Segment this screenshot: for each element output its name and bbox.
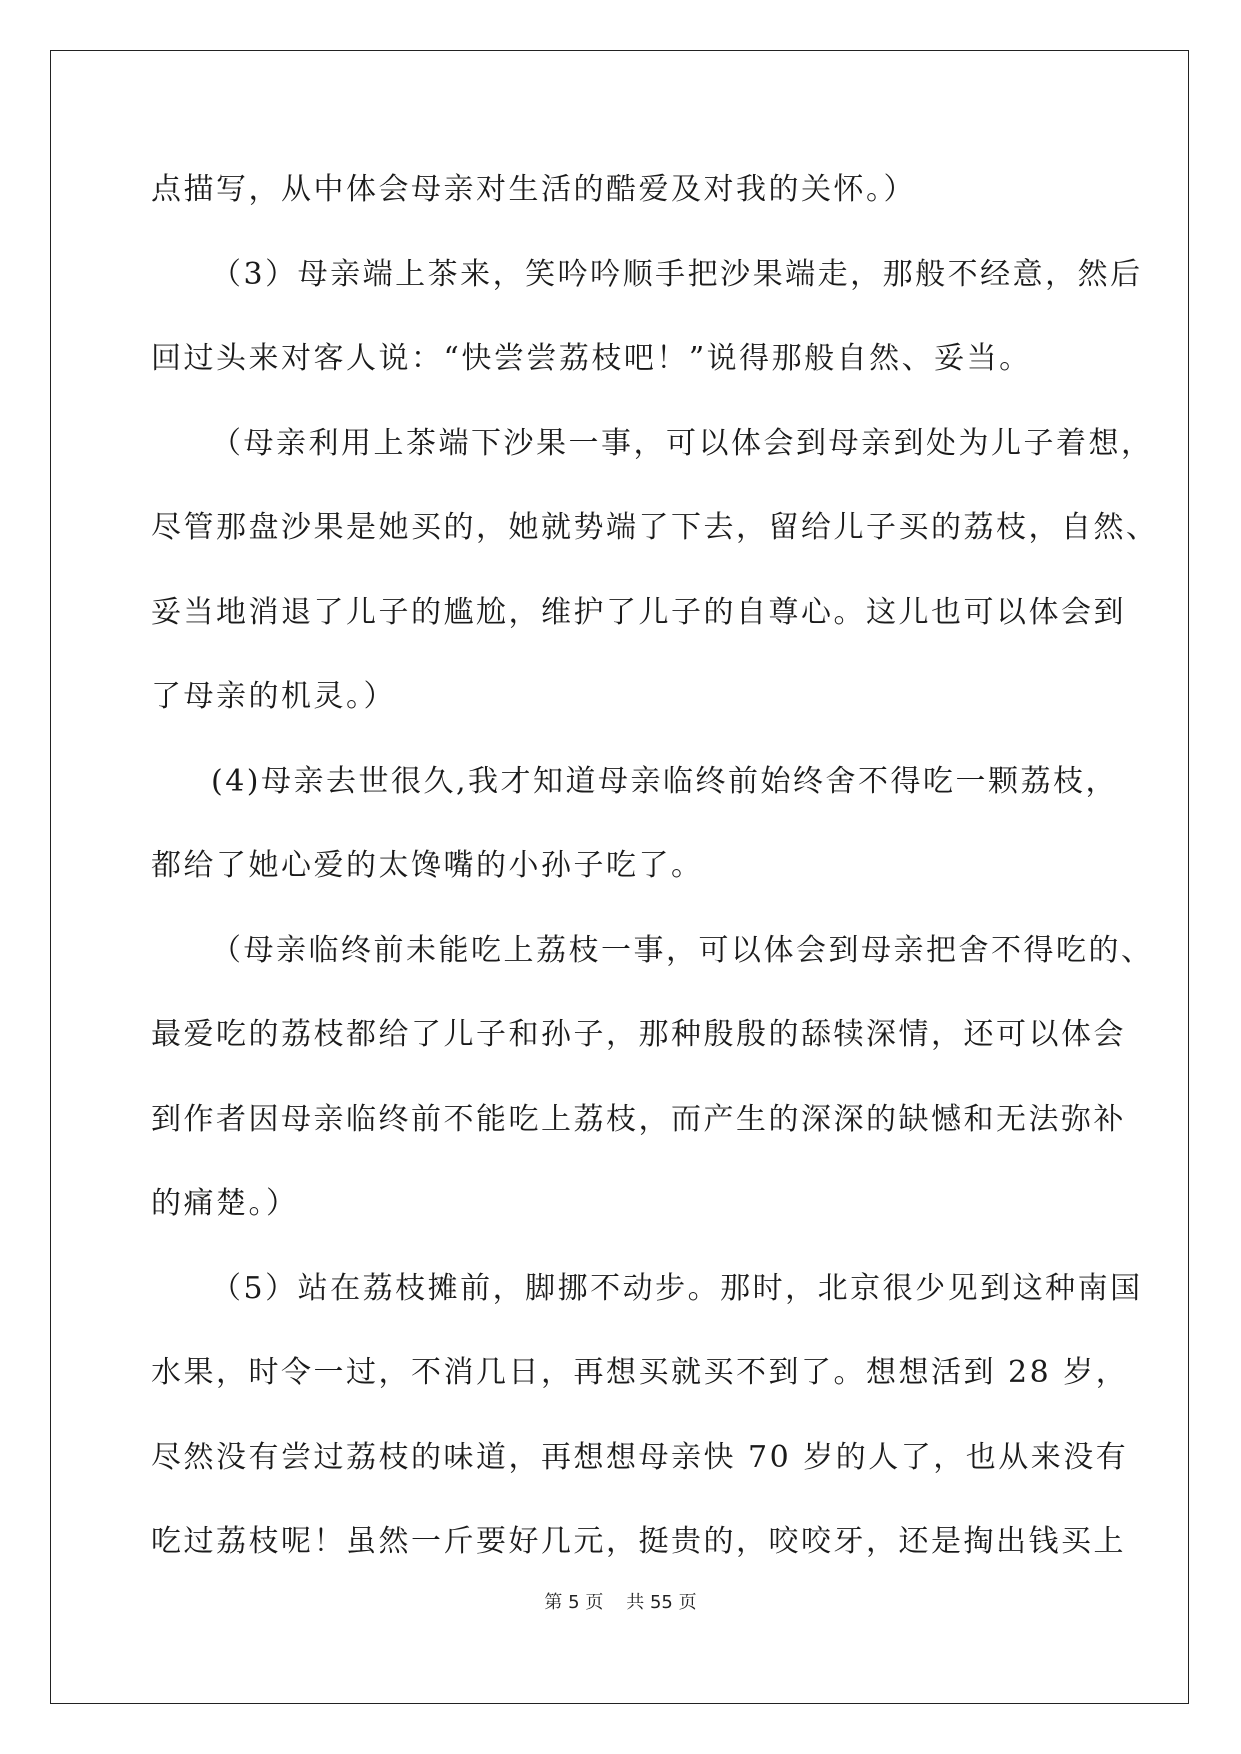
text-line: 水果，时令一过，不消几日，再想买就买不到了。想想活到 28 岁， [151, 1355, 1129, 1390]
document-body [151, 165, 1159, 1602]
text-line: （母亲临终前未能吃上荔枝一事，可以体会到母亲把舍不得吃的、 [211, 932, 1154, 968]
page-number: 第 5 页 [544, 1592, 604, 1613]
text-line: 了母亲的机灵。） [151, 679, 396, 714]
text-line: 尽管那盘沙果是她买的，她就势端了下去，留给儿子买的荔枝，自然、 [151, 510, 1159, 545]
text-line: 到作者因母亲临终前不能吃上荔枝，而产生的深深的缺憾和无法弥补 [151, 1101, 1126, 1137]
text-line: 吃过荔枝呢！虽然一斤要好几元，挺贵的，咬咬牙，还是掏出钱买上 [151, 1524, 1126, 1559]
page-footer [0, 1588, 1241, 1614]
text-line: （5）站在荔枝摊前，脚挪不动步。那时，北京很少见到这种南国 [211, 1270, 1143, 1306]
text-line: 最爱吃的荔枝都给了儿子和孙子，那种殷殷的舔犊深情，还可以体会 [151, 1017, 1126, 1052]
text-line: 的痛楚。） [151, 1186, 299, 1221]
text-line: 点描写，从中体会母亲对生活的酷爱及对我的关怀。） [151, 172, 916, 207]
text-line: 都给了她心爱的太馋嘴的小孙子吃了。 [151, 848, 704, 883]
text-line: 妥当地消退了儿子的尴尬，维护了儿子的自尊心。这儿也可以体会到 [151, 594, 1126, 630]
total-pages: 共 55 页 [626, 1592, 697, 1613]
text-line: （3）母亲端上茶来，笑吟吟顺手把沙果端走，那般不经意，然后 [211, 256, 1143, 292]
text-line: 尽然没有尝过荔枝的味道，再想想母亲快 70 岁的人了，也从来没有 [151, 1439, 1129, 1475]
text-line: （母亲利用上茶端下沙果一事，可以体会到母亲到处为儿子着想， [211, 425, 1154, 461]
text-line: 回过头来对客人说：“快尝尝荔枝吧！”说得那般自然、妥当。 [151, 341, 1032, 376]
text-line: (4)母亲去世很久,我才知道母亲临终前始终舍不得吃一颗荔枝， [211, 763, 1119, 799]
